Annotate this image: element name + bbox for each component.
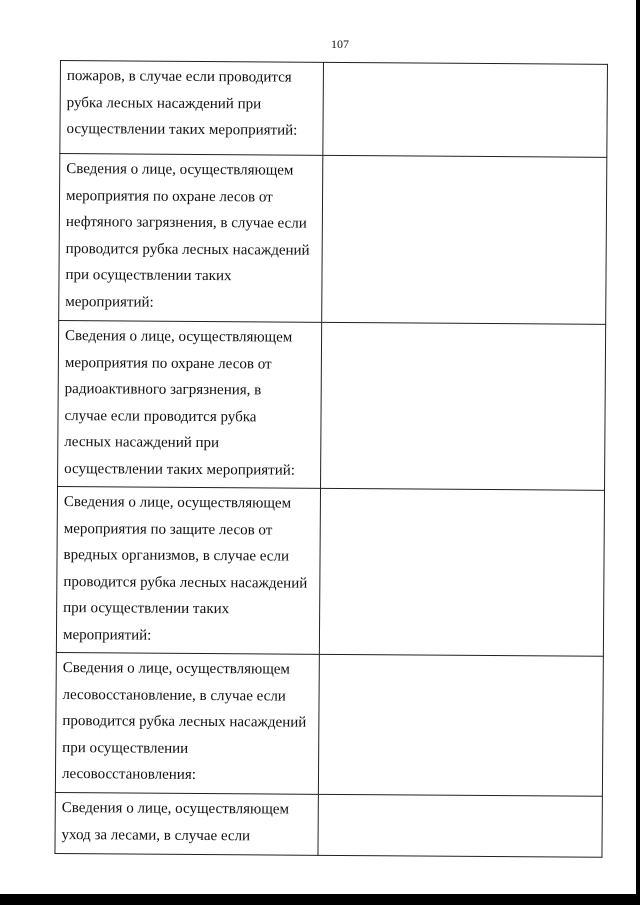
scan-edge-bottom xyxy=(0,894,640,905)
table-row xyxy=(55,652,603,796)
row-label: Сведения о лице, осуществляющем мероприятия по охране лесов от радиоактивного загрязнения, в случае если проводится рубка лесных насаждений при осуществлении таких мероприятий: xyxy=(64,328,296,479)
row-label: Сведения о лице, осуществляющем мероприятия по защите лесов от вредных организмов, в случае если проводится рубка лесных насаждений при осуществлении таких мероприятий: xyxy=(62,494,308,644)
row-value-cell[interactable] xyxy=(321,322,606,490)
table-row xyxy=(60,61,608,158)
table-row xyxy=(59,154,607,325)
row-value-cell[interactable] xyxy=(319,488,604,656)
table-row xyxy=(58,320,606,490)
row-label-cell xyxy=(58,320,322,488)
page-number: 107 xyxy=(331,37,349,51)
row-value-cell[interactable] xyxy=(318,794,602,857)
row-label: Сведения о лице, осуществляющем уход за лесами, в случае если xyxy=(61,800,290,844)
table-row xyxy=(55,792,602,857)
row-label-cell xyxy=(55,652,319,794)
row-label: Сведения о лице, осуществляющем мероприятия по охране лесов от нефтяного загрязнения, в случае если проводится рубка лесных насаждений при осуществлении таких мероприятий: xyxy=(65,161,310,311)
row-value-cell[interactable] xyxy=(322,155,607,324)
row-value-cell[interactable] xyxy=(323,62,608,157)
row-label-cell xyxy=(55,792,318,855)
row-label: пожаров, в случае если проводится рубка лесных насаждений при осуществлении таких мероприятий: xyxy=(66,68,298,139)
row-label-cell xyxy=(56,486,320,654)
row-label-cell xyxy=(59,154,323,323)
table-row xyxy=(56,486,604,656)
scan-edge-right xyxy=(636,0,640,905)
row-label: Сведения о лице, осуществляющем лесовосстановление, в случае если проводится рубка лесных насаждений при осуществлении лесовосстановления: xyxy=(61,660,307,783)
row-label-cell xyxy=(60,61,324,156)
row-value-cell[interactable] xyxy=(318,654,603,796)
form-table xyxy=(54,60,608,858)
